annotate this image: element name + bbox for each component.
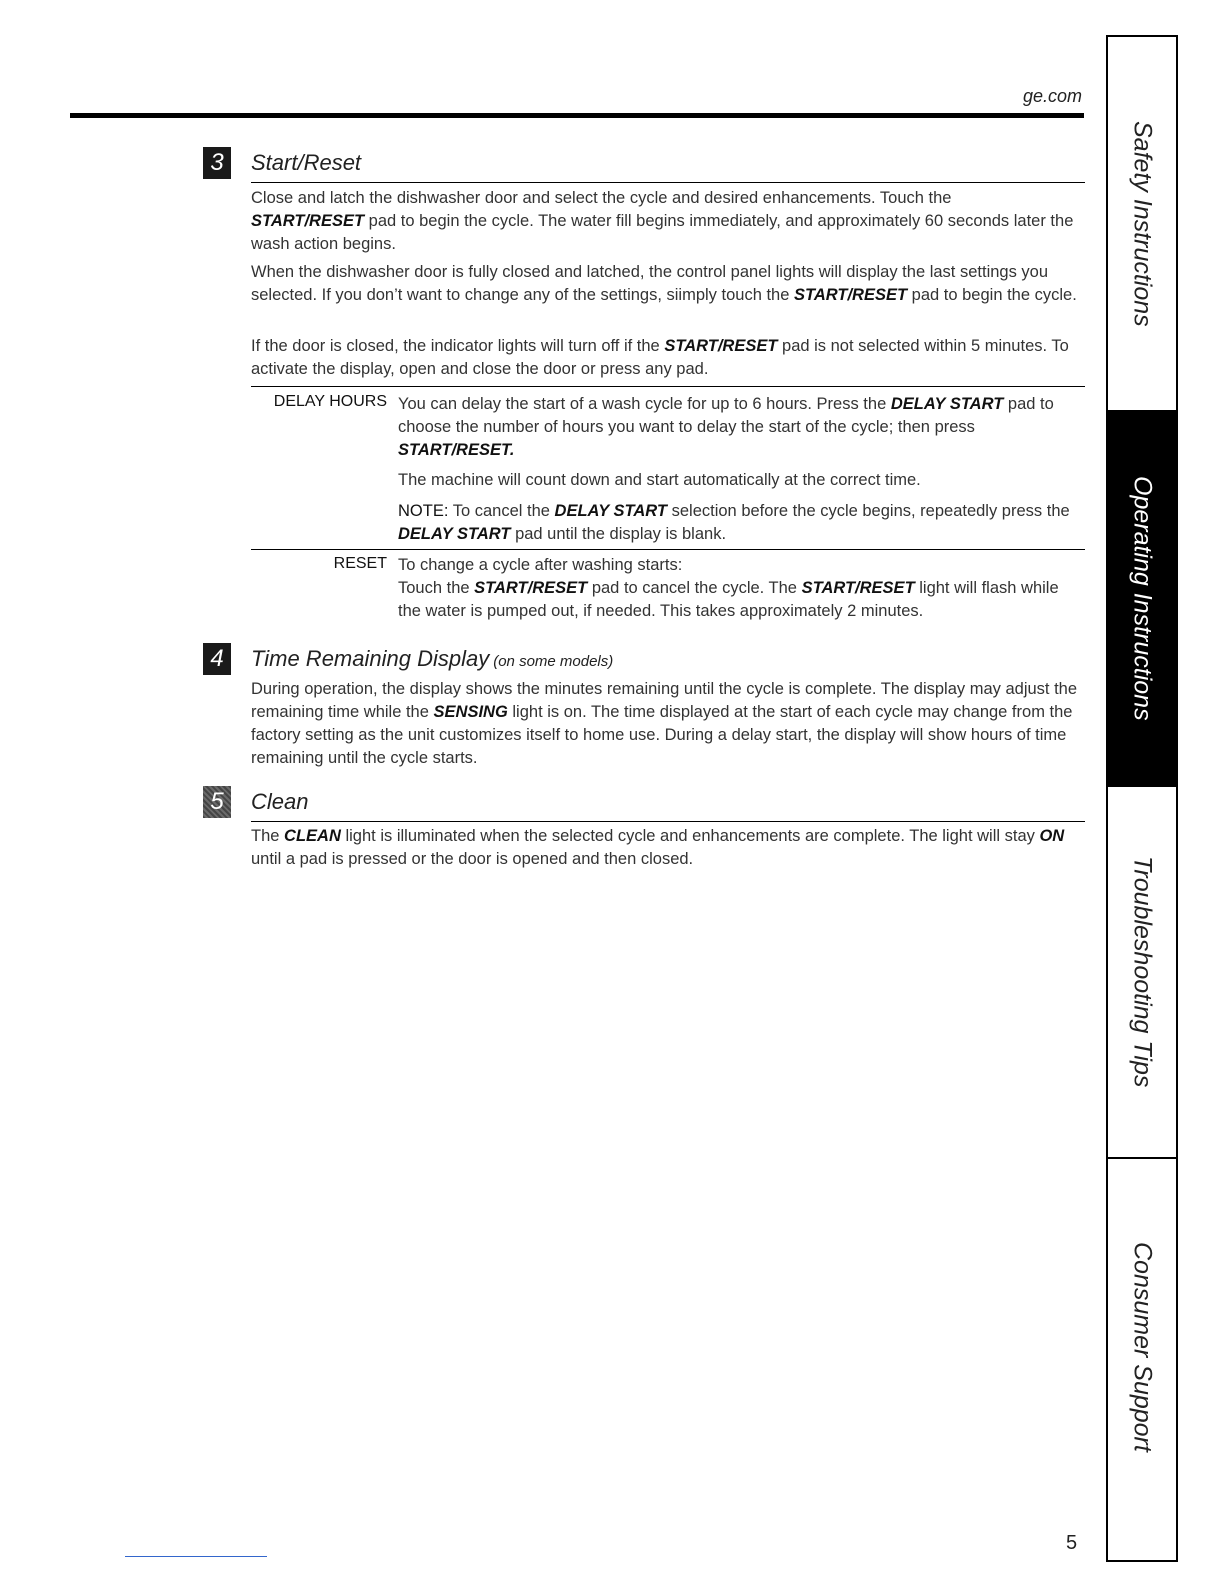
- section-divider: [251, 821, 1085, 822]
- tab-troubleshooting-tips[interactable]: Troubleshooting Tips: [1128, 856, 1157, 1088]
- section-divider: [251, 549, 1085, 550]
- tab-safety-instructions[interactable]: Safety Instructions: [1128, 120, 1157, 327]
- section-title: Clean: [251, 789, 309, 814]
- delay-hours-note: NOTE: To cancel the DELAY START selection before the cycle begins, repeatedly press the DELAY START pad until the display is blank.: [398, 502, 1070, 543]
- reset-text: To change a cycle after washing starts: Touch the START/RESET pad to cancel the cycle. The START/RESET light will flash while the water is pumped out, if needed. This takes approximately 2 minutes.: [398, 556, 1059, 620]
- paragraph: The CLEAN light is illuminated when the selected cycle and enhancements are complete. The light will stay ON until a pad is pressed or the door is opened and then closed.: [251, 827, 1065, 868]
- tab-consumer-support[interactable]: Consumer Support: [1128, 1241, 1157, 1452]
- reset-label: RESET: [333, 555, 387, 572]
- site-url: ge.com: [1022, 86, 1082, 106]
- page-number: 5: [1066, 1532, 1078, 1554]
- section-time-remaining: [203, 643, 1085, 773]
- section-number-badge: 3: [203, 147, 231, 179]
- section-clean: [203, 786, 1085, 876]
- header-rule: [70, 113, 1084, 118]
- section-title: Time Remaining Display (on some models): [251, 646, 614, 671]
- section-divider: [251, 182, 1085, 183]
- delay-hours-text: You can delay the start of a wash cycle for up to 6 hours. Press the DELAY START pad to choose the number of hours you want to delay the start of the cycle; then press START/RESET.: [398, 395, 1054, 459]
- delay-hours-label: DELAY HOURS: [273, 393, 387, 410]
- side-tabs: [1106, 35, 1178, 1562]
- paragraph: If the door is closed, the indicator lights will turn off if the START/RESET pad is not selected within 5 minutes. To activate the display, open and close the door or press any pad.: [251, 337, 1069, 378]
- section-title: Start/Reset: [251, 150, 362, 175]
- section-number-badge: 4: [203, 643, 231, 675]
- paragraph: During operation, the display shows the minutes remaining until the cycle is complete. The display may adjust the remaining time while the SENSING light is on. The time displayed at the start of each cycle may change from the factory setting as the unit customizes itself to home use. During a delay start, the display will show hours of time remaining until the cycle starts.: [251, 680, 1078, 767]
- section-divider: [251, 386, 1085, 387]
- section-number-badge: 5: [203, 786, 231, 818]
- paragraph: Close and latch the dishwasher door and select the cycle and desired enhancements. Touch the START/RESET pad to begin the cycle. The water fill begins immediately, and approximately 60 seconds later the wash action begins.: [251, 189, 1074, 253]
- tab-operating-instructions[interactable]: Operating Instructions: [1108, 410, 1176, 787]
- paragraph: When the dishwasher door is fully closed and latched, the control panel lights will display the last settings you selected. If you don’t want to change any of the settings, siimply touch the START/RESET pad to begin the cycle.: [251, 263, 1077, 304]
- section-start-reset: [203, 147, 1085, 637]
- delay-hours-text: The machine will count down and start automatically at the correct time.: [398, 471, 921, 489]
- footer-line: [125, 1556, 267, 1557]
